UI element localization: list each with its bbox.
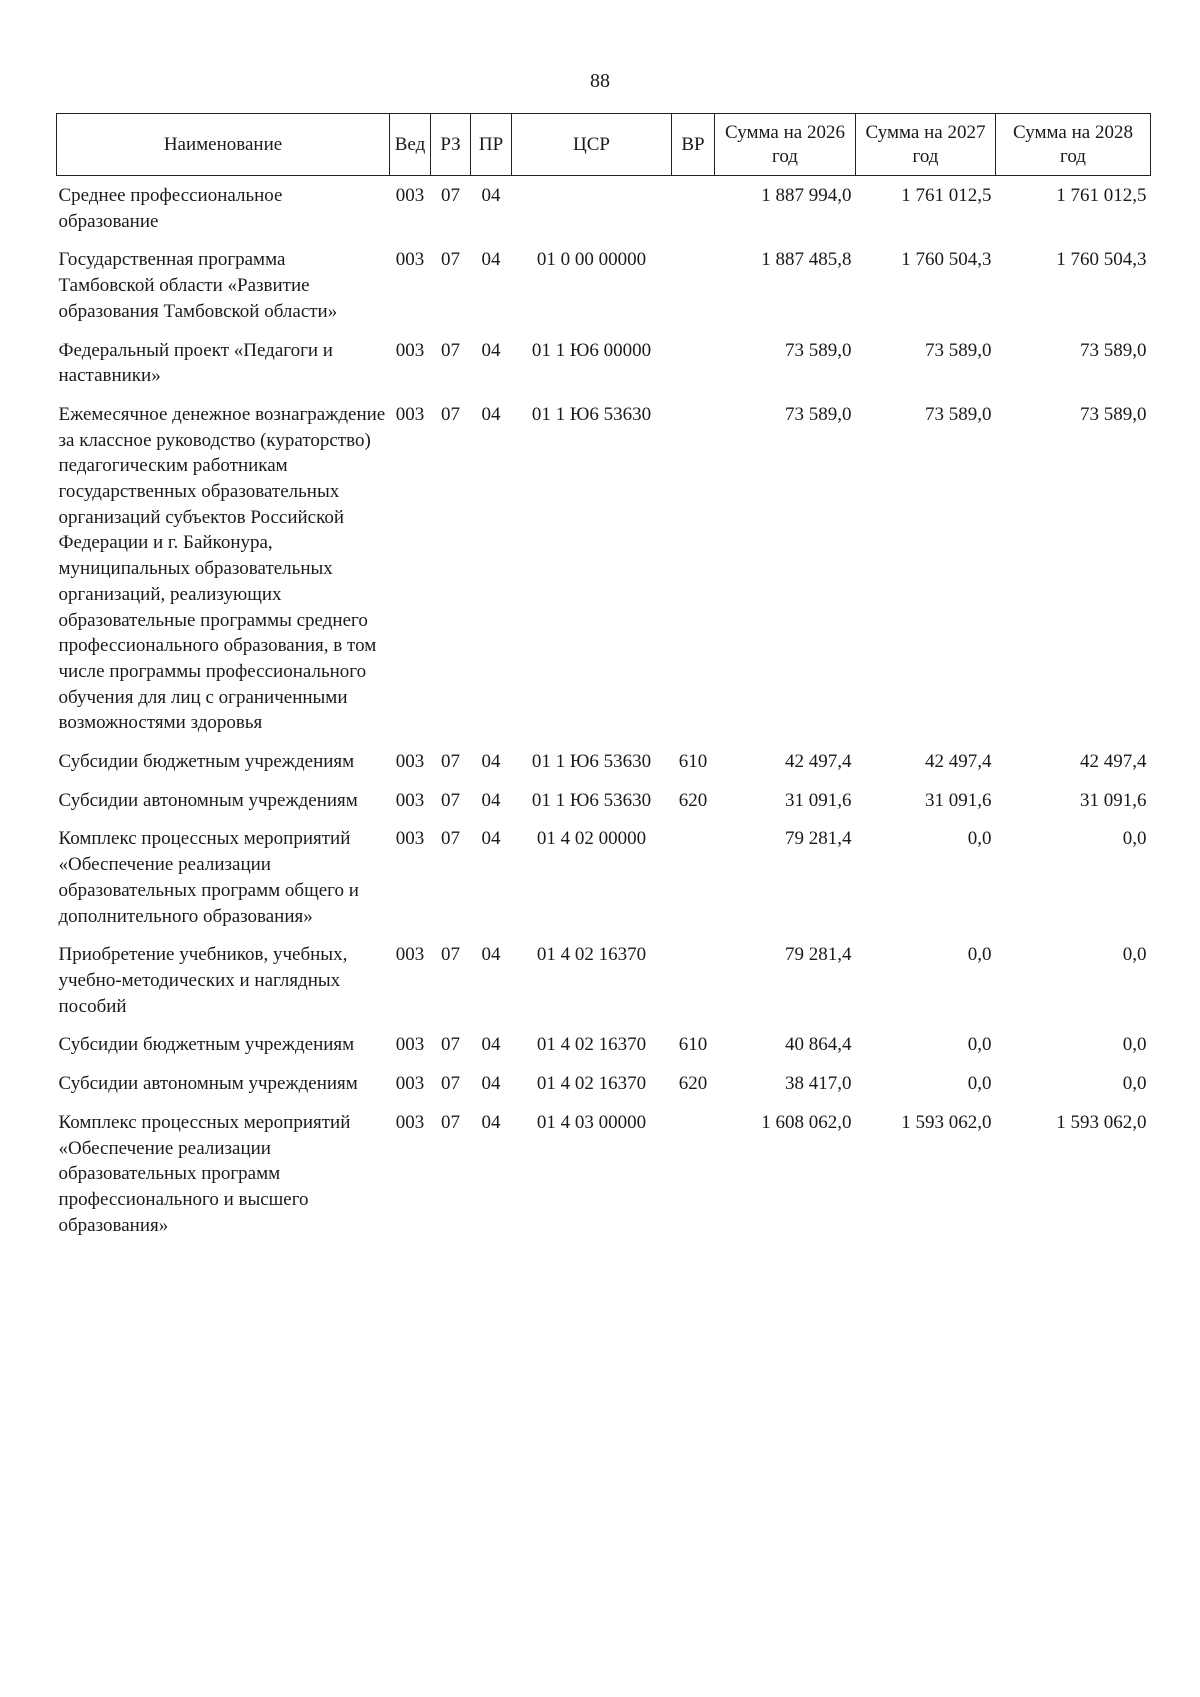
table-row [57, 935, 1151, 1025]
row-csr: 01 1 Ю6 53630 [531, 789, 652, 811]
row-csr: 01 4 03 00000 [536, 1111, 647, 1133]
row-sum-2026: 1 887 994,0 [761, 185, 852, 206]
row-ved: 003 [395, 944, 425, 966]
row-ved: 003 [395, 1034, 425, 1056]
row-pr: 04 [481, 944, 501, 966]
row-rz: 07 [441, 789, 460, 811]
row-ved: 003 [395, 1111, 425, 1133]
table-row [57, 742, 1151, 781]
row-sum-2026: 31 091,6 [785, 789, 852, 811]
row-pr: 04 [481, 339, 501, 361]
table-row [57, 819, 1151, 935]
row-vr: 610 [678, 751, 708, 773]
row-vr [672, 1103, 715, 1245]
row-csr: 01 1 Ю6 53630 [531, 403, 652, 425]
row-sum-2028: 73 589,0 [1080, 403, 1147, 425]
row-rz: 07 [441, 1111, 460, 1133]
row-sum-2027: 73 589,0 [925, 403, 992, 425]
row-sum-2028: 0,0 [1122, 828, 1147, 850]
budget-table [56, 113, 1151, 1244]
header-vr: ВР [672, 114, 715, 176]
table-row [57, 331, 1151, 395]
row-ved: 003 [395, 403, 425, 425]
table-row [57, 176, 1151, 241]
row-sum-2027: 31 091,6 [925, 789, 992, 811]
row-name: Государственная программа Тамбовской области «Развитие образования Тамбовской области» [58, 249, 338, 322]
row-sum-2026: 38 417,0 [785, 1073, 852, 1095]
header-name: Наименование [57, 114, 390, 176]
row-ved: 003 [395, 185, 425, 206]
row-name: Субсидии бюджетным учреждениям [58, 1034, 355, 1056]
row-vr: 620 [678, 1073, 708, 1095]
row-sum-2026: 73 589,0 [785, 339, 852, 361]
table-row [57, 1064, 1151, 1103]
row-rz: 07 [441, 1073, 460, 1095]
row-csr: 01 0 00 00000 [536, 249, 647, 271]
row-vr [672, 331, 715, 395]
header-pr: ПР [471, 114, 512, 176]
table-row [57, 240, 1151, 330]
row-pr: 04 [481, 1111, 501, 1133]
row-sum-2027: 1 760 504,3 [901, 249, 992, 271]
row-rz: 07 [441, 339, 460, 361]
row-ved: 003 [395, 1073, 425, 1095]
row-ved: 003 [395, 828, 425, 850]
row-sum-2027: 0,0 [967, 1073, 992, 1095]
row-csr: 01 1 Ю6 53630 [531, 751, 652, 773]
row-rz: 07 [441, 828, 460, 850]
row-name: Субсидии бюджетным учреждениям [58, 751, 355, 773]
row-sum-2026: 1 887 485,8 [761, 249, 852, 271]
table-header-row [57, 114, 1151, 176]
row-name: Субсидии автономным учреждениям [58, 1073, 358, 1095]
row-sum-2027: 0,0 [967, 944, 992, 966]
row-pr: 04 [481, 185, 501, 206]
row-sum-2028: 31 091,6 [1080, 789, 1147, 811]
row-vr [672, 240, 715, 330]
row-sum-2028: 1 761 012,5 [1056, 185, 1147, 206]
row-rz: 07 [441, 1034, 460, 1056]
row-sum-2026: 42 497,4 [785, 751, 852, 773]
row-sum-2028: 1 593 062,0 [1056, 1111, 1147, 1133]
row-name: Субсидии автономным учреждениям [58, 789, 358, 811]
row-pr: 04 [481, 751, 501, 773]
table-row [57, 1103, 1151, 1245]
page-number: 88 [590, 70, 610, 92]
row-pr: 04 [481, 1034, 501, 1056]
row-pr: 04 [481, 789, 501, 811]
row-name: Приобретение учебников, учебных, учебно-методических и наглядных пособий [58, 944, 348, 1017]
row-sum-2028: 0,0 [1122, 944, 1147, 966]
header-sum-2027: Сумма на 2027 год [856, 114, 996, 176]
row-pr: 04 [481, 249, 501, 271]
row-vr [672, 819, 715, 935]
row-ved: 003 [395, 751, 425, 773]
row-vr [672, 935, 715, 1025]
row-sum-2026: 40 864,4 [785, 1034, 852, 1056]
row-sum-2027: 1 593 062,0 [901, 1111, 992, 1133]
row-sum-2026: 79 281,4 [785, 944, 852, 966]
row-csr: 01 4 02 16370 [536, 944, 647, 966]
row-sum-2028: 0,0 [1122, 1073, 1147, 1095]
table-row [57, 1025, 1151, 1064]
row-name: Среднее профессиональное образование [58, 185, 283, 232]
row-rz: 07 [441, 185, 460, 206]
row-pr: 04 [481, 1073, 501, 1095]
row-sum-2027: 73 589,0 [925, 339, 992, 361]
row-vr: 620 [678, 789, 708, 811]
row-sum-2026: 79 281,4 [785, 828, 852, 850]
row-rz: 07 [441, 403, 460, 425]
row-csr: 01 4 02 16370 [536, 1073, 647, 1095]
header-sum-2028: Сумма на 2028 год [996, 114, 1151, 176]
header-rz: РЗ [431, 114, 471, 176]
row-sum-2028: 73 589,0 [1080, 339, 1147, 361]
row-vr [672, 176, 715, 241]
row-name: Комплекс процессных мероприятий «Обеспечение реализации образовательных программ общего и дополнительного образования» [58, 828, 359, 927]
row-rz: 07 [441, 751, 460, 773]
row-vr: 610 [678, 1034, 708, 1056]
row-name: Комплекс процессных мероприятий «Обеспечение реализации образовательных программ профессионального и высшего образования» [58, 1111, 351, 1236]
row-name: Федеральный проект «Педагоги и наставники» [58, 339, 333, 387]
row-ved: 003 [395, 789, 425, 811]
row-csr: 01 1 Ю6 00000 [531, 339, 652, 361]
row-rz: 07 [441, 944, 460, 966]
table-row [57, 395, 1151, 742]
header-ved: Вед [390, 114, 431, 176]
row-pr: 04 [481, 403, 501, 425]
header-sum-2026: Сумма на 2026 год [715, 114, 856, 176]
row-sum-2028: 1 760 504,3 [1056, 249, 1147, 271]
table-row [57, 781, 1151, 820]
row-csr: 01 4 02 16370 [536, 1034, 647, 1056]
row-name: Ежемесячное денежное вознаграждение за классное руководство (кураторство) педагогическим работникам государственных образовательных организаций субъектов Российской Федерации и г. Байконура, муниципальных образовательных организаций, реализующих образовательные программы среднего профессионального образования, в том числе программы профессионального обучения для лиц с ограниченными возможностями здоровья [58, 403, 386, 734]
row-sum-2028: 0,0 [1122, 1034, 1147, 1056]
row-sum-2026: 1 608 062,0 [761, 1111, 852, 1133]
row-csr [512, 176, 672, 241]
row-sum-2027: 42 497,4 [925, 751, 992, 773]
row-ved: 003 [395, 249, 425, 271]
row-sum-2027: 0,0 [967, 1034, 992, 1056]
row-rz: 07 [441, 249, 460, 271]
row-vr [672, 395, 715, 742]
row-sum-2027: 0,0 [967, 828, 992, 850]
row-sum-2026: 73 589,0 [785, 403, 852, 425]
row-pr: 04 [481, 828, 501, 850]
header-csr: ЦСР [512, 114, 672, 176]
row-csr: 01 4 02 00000 [536, 828, 647, 850]
row-sum-2028: 42 497,4 [1080, 751, 1147, 773]
row-sum-2027: 1 761 012,5 [901, 185, 992, 206]
row-ved: 003 [395, 339, 425, 361]
